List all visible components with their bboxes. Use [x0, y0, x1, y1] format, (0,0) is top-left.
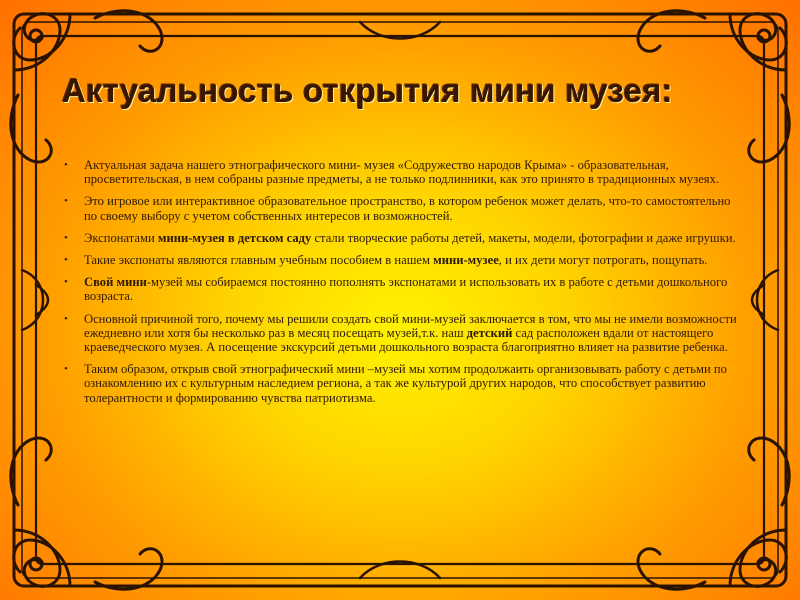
bullet-text: стали творческие работы детей, макеты, модели, фотографии и даже игрушки. — [311, 230, 736, 245]
bullet-text: Основной причиной того, почему мы решили создать свой мини-музей заключается в том, что мы не имели возможности ежедневно или хотя бы несколько раз в месяц посещать музей,т.к. наш — [84, 311, 737, 340]
bullet-text: Актуальная задача нашего этнографического мини- музея «Содружество народов Крыма» - образовательная, просветительская, в нем собраны разные предметы, а не только подлинники, как это принято в традиционных музеях. — [84, 158, 720, 187]
bullet-dot-icon: • — [64, 231, 68, 244]
bullet-text: Это игровое или интерактивное образовательное пространство, в котором ребенок может делать, что-то самостоятельно по своему выбору с учетом собственных интересов и возможностей. — [84, 194, 731, 223]
bullet-dot-icon: • — [64, 254, 68, 267]
side-flourish-right — [752, 270, 778, 330]
bullet-dot-icon: • — [64, 312, 68, 325]
bullet-item-5 — [62, 275, 742, 303]
bullet-text: , и их дети могут потрогать, пощупать. — [498, 253, 708, 268]
bullet-text: Экспонатами — [84, 230, 158, 245]
bullet-text: сад расположен вдали от настоящего краеведческого музея. А посещение экскурсий детьми дошкольного возраста благоприятно влияет на развитие ребенка. — [84, 325, 728, 355]
bullet-dot-icon: • — [64, 159, 68, 171]
bullet-item-6 — [62, 312, 742, 355]
bullet-dot-icon: • — [64, 276, 68, 289]
bullet-item-1 — [62, 158, 742, 186]
corner-flourish-bottom-right — [638, 438, 789, 589]
bullet-bold-text: мини-музее — [433, 253, 499, 268]
bullet-list — [62, 158, 742, 413]
bullet-text: Таким образом, открыв свой этнографический мини –музей мы хотим продолжаить организовывать работу с детьми по ознакомлению их с культурным наследием региона, а так же культурой других народов, что способствует развитию толерантности и формированию чувства патриотизма. — [84, 362, 727, 405]
corner-flourish-bottom-left — [11, 438, 162, 589]
bullet-item-4 — [62, 253, 742, 267]
side-flourish-left — [22, 270, 48, 330]
slide-title: Актуальность открытия мини музея: — [62, 72, 673, 109]
top-flourish-center — [360, 22, 440, 39]
bullet-bold-text: детский — [466, 325, 513, 340]
bullet-text: Такие экспонаты являются главным учебным пособием в нашем — [84, 253, 434, 268]
bottom-flourish-center — [360, 562, 440, 579]
bullet-bold-text: мини-музея в детском саду — [157, 230, 312, 245]
bullet-dot-icon: • — [64, 195, 68, 208]
bullet-item-7 — [62, 362, 742, 405]
bullet-bold-text: Свой мини — [84, 275, 147, 290]
bullet-item-2 — [62, 194, 742, 222]
bullet-text: -музей мы собираемся постоянно пополнять экспонатами и использовать их в работе с детьми дошкольного возраста. — [84, 275, 728, 304]
bullet-item-3 — [62, 231, 742, 245]
bullet-dot-icon: • — [64, 363, 68, 376]
